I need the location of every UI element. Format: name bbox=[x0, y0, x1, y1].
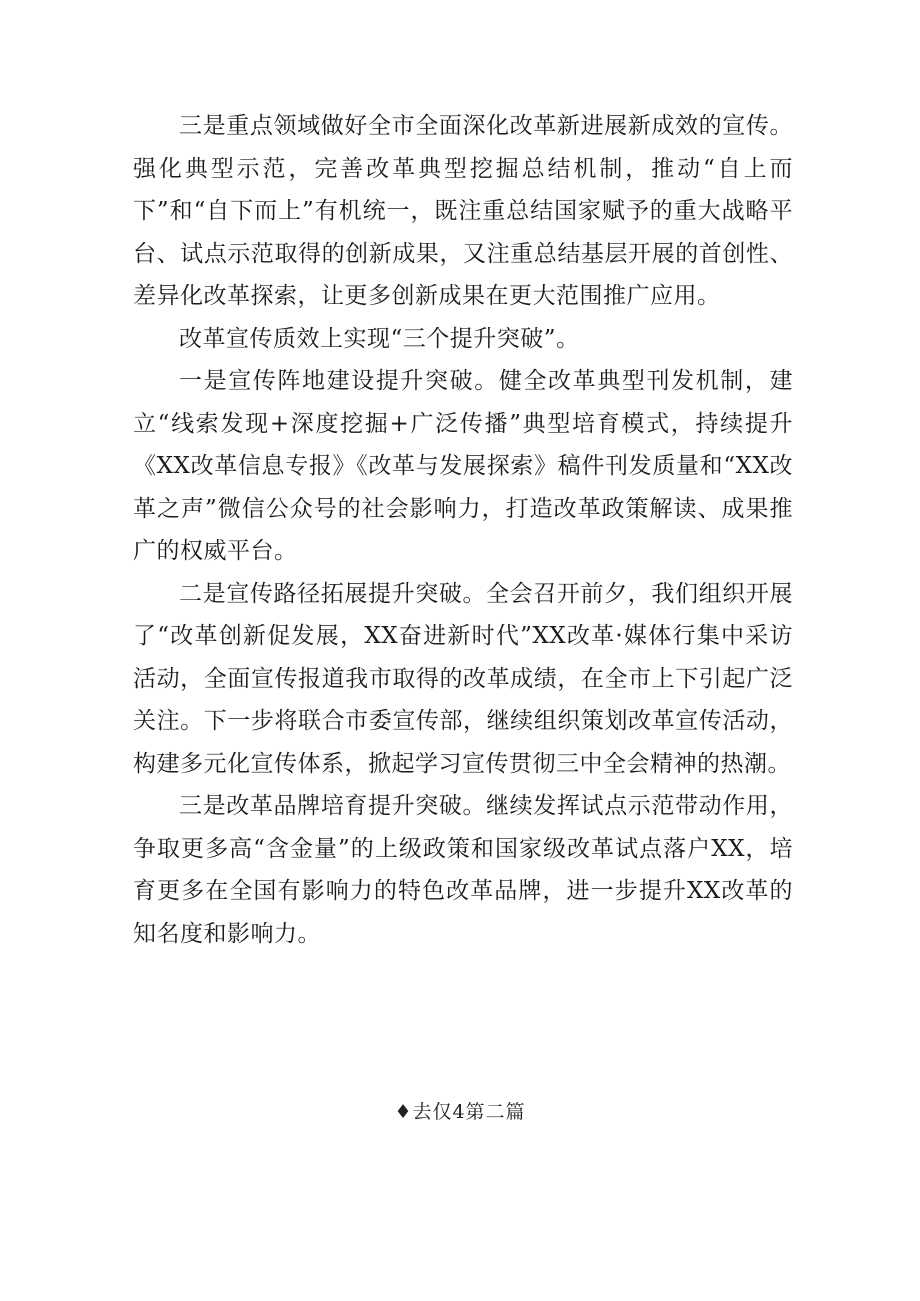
section-footer-title: ♦去仅4第二篇 bbox=[394, 1101, 526, 1123]
paragraph-publicity-channels: 二是宣传路径拓展提升突破。全会召开前夕，我们组织开展了“改革创新促发展，XX奋进新时代”XX改革·媒体行集中采访活动，全面宣传报道我市取得的改革成绩，在全市上下引起广泛关注。下一步将联合市委宣传部，继续组织策划改革宣传活动，构建多元化宣传体系，掀起学习宣传贯彻三中全会精神的热潮。 bbox=[133, 580, 793, 777]
document-body bbox=[133, 105, 793, 955]
paragraph-key-areas-publicity: 三是重点领域做好全市全面深化改革新进展新成效的宣传。强化典型示范，完善改革典型挖掘总结机制，推动“自上而下”和“自下而上”有机统一，既注重总结国家赋予的重大战略平台、试点示范取得的创新成果，又注重总结基层开展的首创性、差异化改革探索，让更多创新成果在更大范围推广应用。 bbox=[133, 113, 793, 309]
paragraph-reform-brand: 三是改革品牌培育提升突破。继续发挥试点示范带动作用，争取更多高“含金量”的上级政策和国家级改革试点落户XX，培育更多在全国有影响力的特色改革品牌，进一步提升XX改革的知名度和影响力。 bbox=[133, 793, 793, 947]
paragraph-three-breakthroughs-heading: 改革宣传质效上实现“三个提升突破”。 bbox=[179, 325, 580, 352]
paragraph-publicity-platform: 一是宣传阵地建设提升突破。健全改革典型刊发机制，建立“线索发现+深度挖掘+广泛传播”典型培育模式，持续提升《XX改革信息专报》《改革与发展探索》稿件刊发质量和“XX改革之声”微信公众号的社会影响力，打造改革政策解读、成果推广的权威平台。 bbox=[133, 368, 793, 564]
